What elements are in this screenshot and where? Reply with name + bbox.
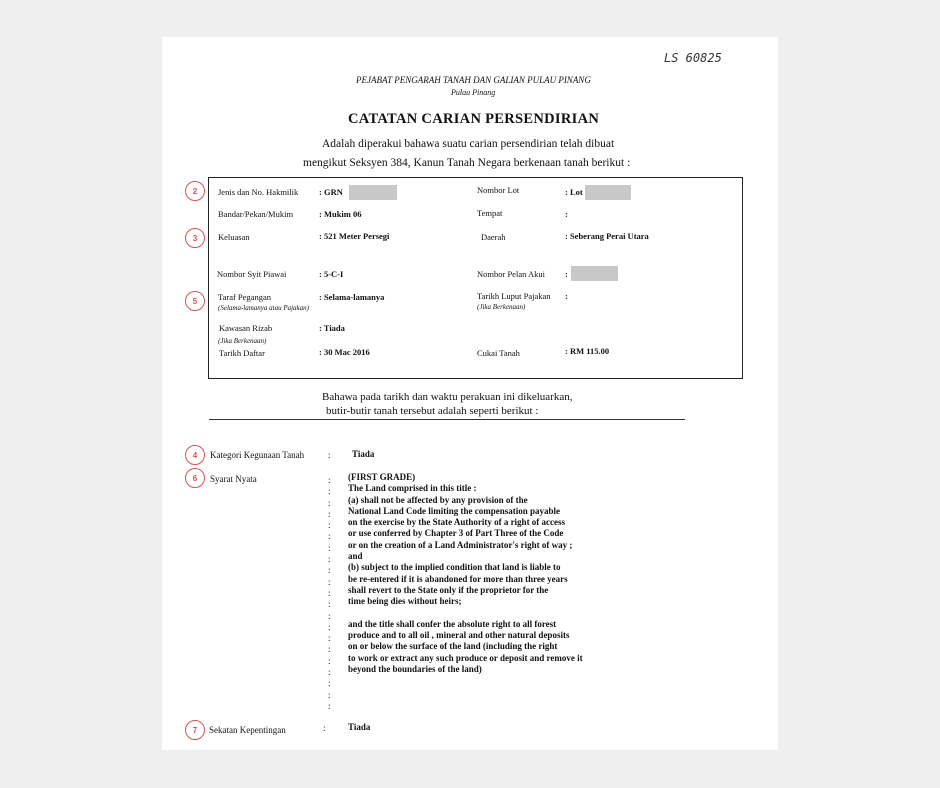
syarat-line: beyond the boundaries of the land) [348,664,482,675]
office-name: PEJABAT PENGARAH TANAH DAN GALIAN PULAU PINANG [356,75,591,85]
syarat-line: to work or extract any such produce or deposit and remove it [348,652,583,663]
syarat-colon: : [328,542,331,553]
syarat-colon: : [328,655,331,666]
syarat-colon-column [328,475,331,712]
syarat-colon: : [328,475,331,485]
redacted-plan-number [571,266,618,281]
syarat-line: produce and to all oil , mineral and other natural deposits [348,630,570,641]
marker-circle: 7 [185,720,205,740]
rizab-value: : Tiada [319,323,345,333]
syarat-colon: : [328,520,331,531]
syarat-colon: : [328,599,331,610]
kategori-label: Kategori Kegunaan Tanah [210,450,305,460]
syarat-colon: : [328,678,331,689]
rizab-label: Kawasan Rizab [219,323,273,333]
jenis-value: : GRN [319,187,343,197]
cukai-label: Cukai Tanah [477,348,520,358]
land-details-box [208,177,743,379]
syit-label: Nombor Syit Piawai [217,269,287,279]
syarat-colon: : [328,497,331,508]
marker-circle: 4 [185,445,205,465]
syarat-line: (FIRST GRADE) [348,472,416,482]
tempat-value: : [565,209,568,219]
syarat-colon: : [328,565,331,576]
sekatan-value: Tiada [348,722,371,732]
luput-value: : [565,291,568,301]
redacted-title-number [349,185,397,200]
luput-label: Tarikh Luput Pajakan [477,291,551,301]
sekatan-colon: : [323,723,326,733]
keluasan-value: : 521 Meter Persegi [319,231,390,241]
marker-circle: 3 [185,228,205,248]
bandar-label: Bandar/Pekan/Mukim [218,209,294,219]
syarat-colon: : [328,633,331,644]
syarat-label: Syarat Nyata [210,474,257,484]
redacted-lot-number [585,185,631,200]
syarat-line: and the title shall confer the absolute right to all forest [348,618,557,629]
lot-label: Nombor Lot [477,185,520,195]
syarat-text [348,472,583,675]
marker-circle: 2 [185,181,205,201]
syarat-colon: : [328,610,331,621]
daerah-value: : Seberang Perai Utara [565,231,649,241]
syarat-colon: : [328,667,331,678]
syarat-line: or use conferred by Chapter 3 of Part Three of the Code [348,528,564,539]
syarat-line: (a) shall not be affected by any provision of the [348,494,528,505]
intro-line-1: Adalah diperakui bahawa suatu carian persendirian telah dibuat [322,138,615,150]
syarat-line: National Land Code limiting the compensation payable [348,505,561,516]
document-page [162,37,778,750]
syarat-line: be re-entered if it is abandoned for more than three years [348,573,568,584]
marker-circle: 6 [185,468,205,488]
page-title: CATATAN CARIAN PERSENDIRIAN [348,111,600,127]
syarat-colon: : [328,700,331,711]
pelan-value: : [565,269,568,279]
syarat-line: on the exercise by the State Authority of a right of access [348,517,566,528]
syarat-colon: : [328,554,331,565]
document-reference: LS 60825 [664,51,722,65]
lot-value: : Lot [565,187,583,197]
syarat-line: time being dies without heirs; [348,596,462,607]
syarat-colon: : [328,689,331,700]
daerah-label: Daerah [481,232,506,242]
office-state: Pulau Pinang [451,88,496,97]
daftar-value: : 30 Mac 2016 [319,347,370,357]
syit-value: : 5-C-I [319,269,344,279]
tempat-label: Tempat [477,208,503,218]
luput-note: (Jika Berkenaan) [477,303,526,311]
syarat-line: or on the creation of a Land Administrator's right of way ; [348,539,573,550]
marker-circle: 5 [185,291,205,311]
taraf-value: : Selama-lamanya [319,292,385,302]
section-divider [209,419,685,420]
taraf-label: Taraf Pegangan [218,292,271,302]
intro-line-2: mengikut Seksyen 384, Kanun Tanah Negara berkenaan tanah berikut : [303,157,631,169]
syarat-line: (b) subject to the implied condition that land is liable to [348,562,561,573]
daftar-label: Tarikh Daftar [219,348,265,358]
syarat-colon: : [328,576,331,587]
syarat-line: and [348,551,363,562]
syarat-colon: : [328,486,331,497]
rizab-note: (Jika Berkenaan) [218,337,267,345]
syarat-colon: : [328,587,331,598]
mid-line-2: butir-butir tanah tersebut adalah seperti berikut : [326,405,539,417]
bandar-value: : Mukim 06 [319,209,362,219]
cukai-value: : RM 115.00 [565,346,610,356]
kategori-colon: : [328,450,331,460]
mid-line-1: Bahawa pada tarikh dan waktu perakuan ini dikeluarkan, [322,391,573,403]
syarat-colon: : [328,531,331,542]
keluasan-label: Keluasan [218,232,250,242]
syarat-colon: : [328,644,331,655]
syarat-colon: : [328,621,331,632]
syarat-line [348,608,583,619]
kategori-value: Tiada [352,449,375,459]
syarat-line: shall revert to the State only if the proprietor for the [348,584,549,595]
taraf-note: (Selama-lamanya atau Pajakan) [218,304,309,312]
sekatan-label: Sekatan Kepentingan [209,725,286,735]
pelan-label: Nombor Pelan Akui [477,269,545,279]
syarat-line: on or below the surface of the land (including the right [348,641,558,652]
syarat-colon: : [328,508,331,519]
jenis-label: Jenis dan No. Hakmilik [218,187,299,197]
syarat-line: The Land comprised in this title : [348,483,477,494]
